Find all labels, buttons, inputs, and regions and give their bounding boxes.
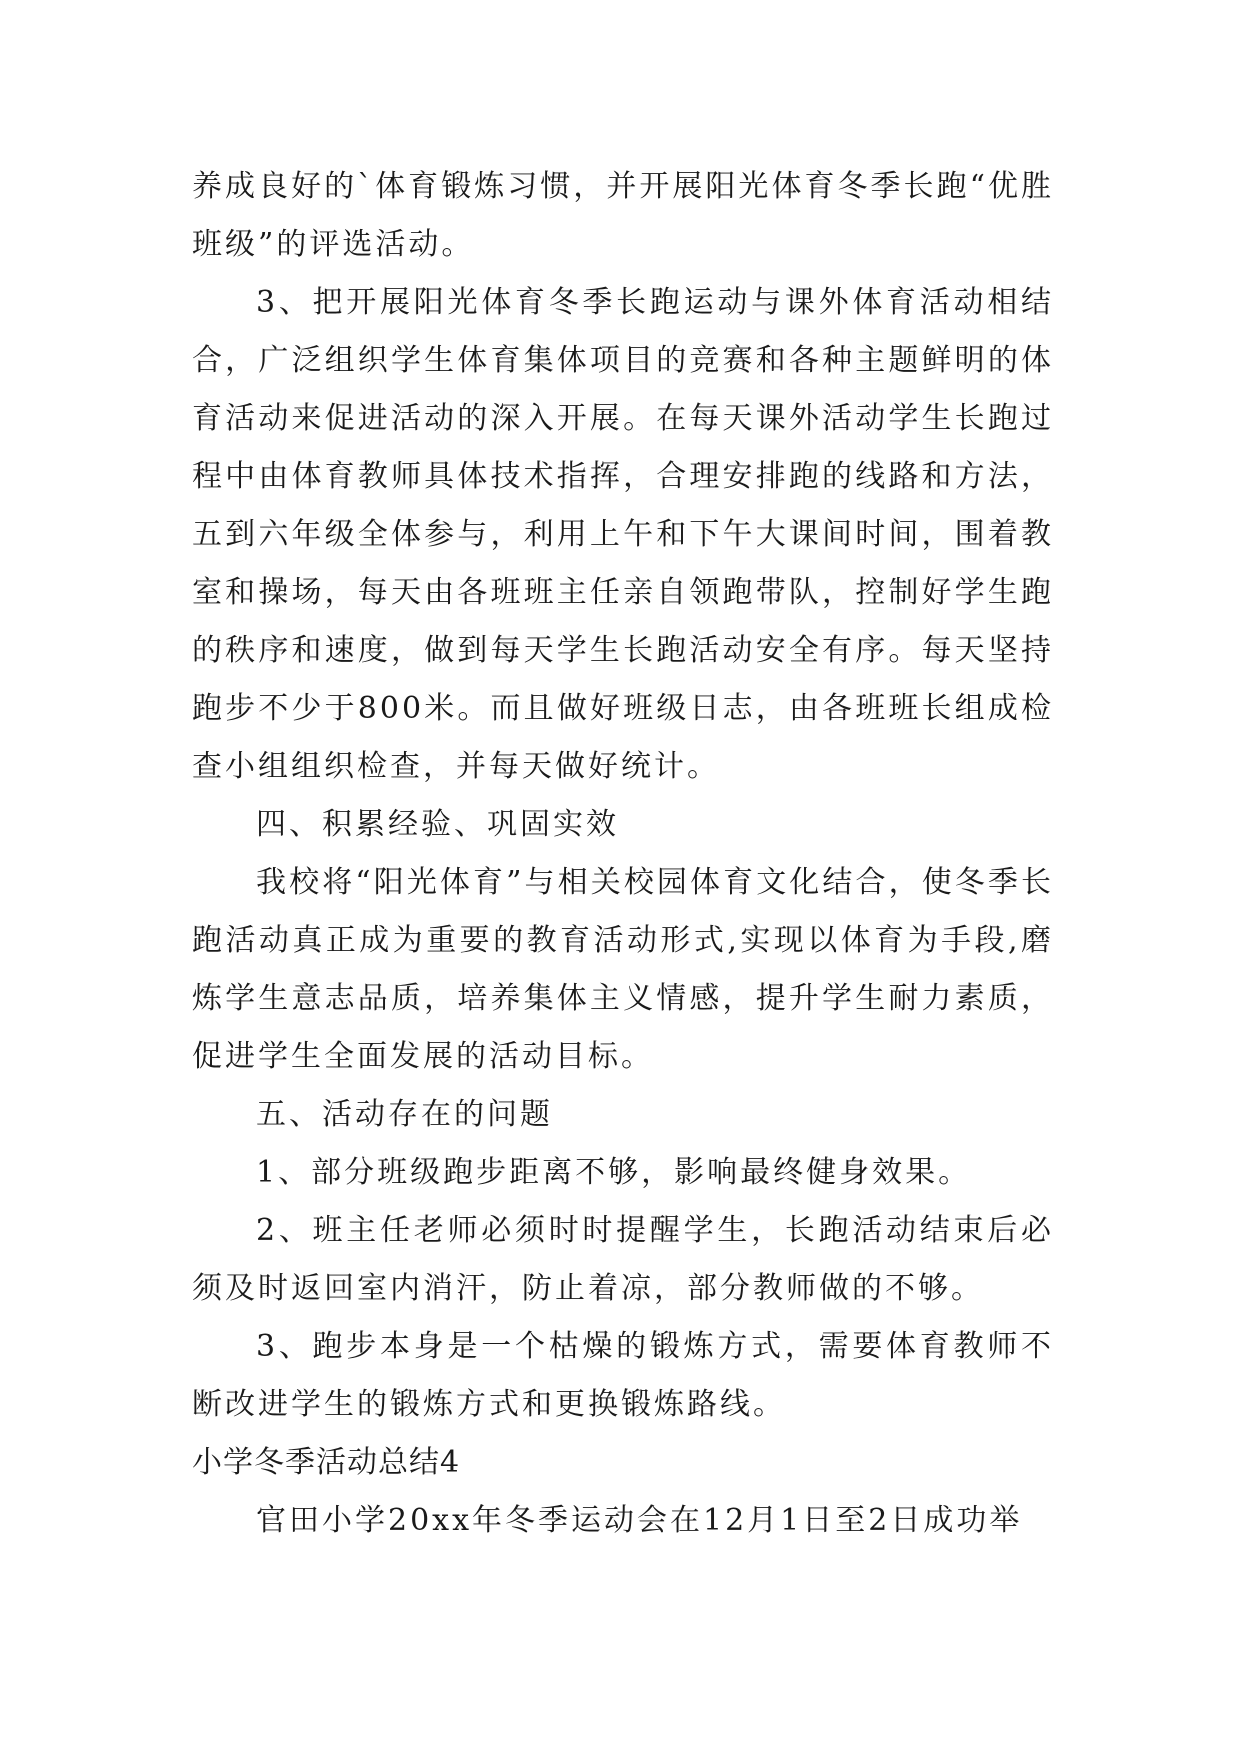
paragraph-8: 3、跑步本身是一个枯燥的锻炼方式，需要体育教师不断改进学生的锻炼方式和更换锻炼路线。 [192, 1329, 1054, 1422]
paragraph-4: 我校将“阳光体育”与相关校园体育文化结合，使冬季长跑活动真正成为重要的教育活动形式,实现以体育为手段,磨炼学生意志品质，培养集体主义情感，提升学生耐力素质，促进学生全面发展的活动目标。 [192, 865, 1054, 1074]
paragraph-5-heading: 五、活动存在的问题 [256, 1097, 553, 1132]
section-heading: 小学冬季活动总结4 [192, 1445, 461, 1480]
paragraph-3-heading: 四、积累经验、巩固实效 [256, 807, 619, 842]
paragraph-6: 1、部分班级跑步距离不够，影响最终健身效果。 [256, 1155, 972, 1190]
paragraph-1: 养成良好的`体育锻炼习惯，并开展阳光体育冬季长跑“优胜班级”的评选活动。 [192, 169, 1054, 262]
paragraph-2: 3、把开展阳光体育冬季长跑运动与课外体育活动相结合，广泛组织学生体育集体项目的竞赛和各种主题鲜明的体育活动来促进活动的深入开展。在每天课外活动学生长跑过程中由体育教师具体技术指挥，合理安排跑的线路和方法，五到六年级全体参与，利用上午和下午大课间时间，围着教室和操场，每天由各班班主任亲自领跑带队，控制好学生跑的秩序和速度，做到每天学生长跑活动安全有序。每天坚持跑步不少于800米。而且做好班级日志，由各班班长组成检查小组组织检查，并每天做好统计。 [192, 285, 1054, 784]
document-body [192, 158, 1054, 1550]
paragraph-last: 官田小学20xx年冬季运动会在12月1日至2日成功举 [256, 1503, 1023, 1538]
paragraph-7: 2、班主任老师必须时时提醒学生，长跑活动结束后必须及时返回室内消汗，防止着凉，部分教师做的不够。 [192, 1213, 1054, 1306]
